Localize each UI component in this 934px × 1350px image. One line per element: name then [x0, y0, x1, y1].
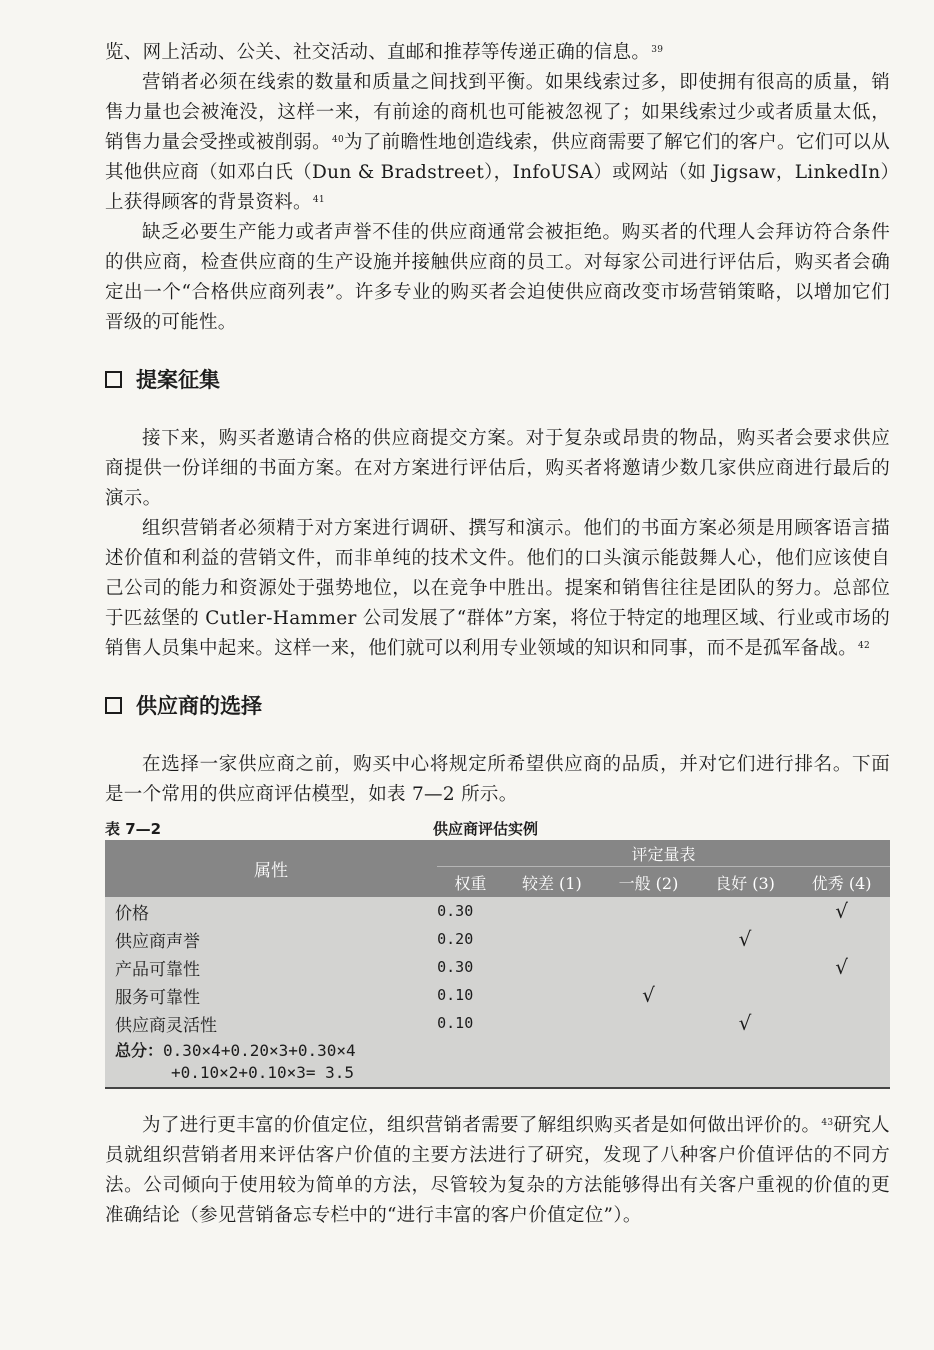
rating-poor-cell — [504, 953, 601, 981]
checkbox-square-icon — [105, 371, 122, 388]
row-weight: 0.10 — [437, 1014, 474, 1032]
table-row — [105, 1009, 890, 1037]
check-mark-icon: √ — [642, 983, 655, 1007]
rating-excellent-cell — [793, 925, 890, 953]
rating-good-cell — [697, 981, 794, 1009]
paragraph-selection-intro: 在选择一家供应商之前，购买中心将规定所希望供应商的品质，并对它们进行排名。下面是一个常用的供应商评估模型，如表 7—2 所示。 — [105, 754, 890, 805]
rating-good-cell — [697, 1009, 794, 1037]
section-heading-proposal: 提案征集 — [105, 362, 890, 396]
rating-excellent-cell — [793, 897, 890, 925]
row-label: 服务可靠性 — [115, 987, 200, 1008]
page-content — [105, 36, 890, 1231]
table-title: 供应商评估实例 — [433, 819, 539, 838]
rating-poor-cell — [504, 1009, 601, 1037]
header-weight: 权重 — [437, 867, 503, 898]
rating-fair-cell — [600, 953, 697, 981]
section-heading-supplier-selection: 供应商的选择 — [105, 688, 890, 722]
rating-good-cell — [697, 925, 794, 953]
table-row — [105, 897, 890, 925]
rating-poor-cell — [504, 897, 601, 925]
header-good: 良好 (3) — [697, 867, 794, 898]
row-weight: 0.10 — [437, 986, 474, 1004]
checkbox-square-icon — [105, 697, 122, 714]
row-label: 产品可靠性 — [115, 959, 200, 980]
row-weight: 0.30 — [437, 902, 474, 920]
check-mark-icon: √ — [738, 1011, 752, 1035]
table-row — [105, 925, 890, 953]
row-weight: 0.20 — [437, 930, 474, 948]
header-rating-scale: 评定量表 — [437, 840, 890, 867]
paragraph-proposal-intro: 接下来，购买者邀请合格的供应商提交方案。对于复杂或昂贵的物品，购买者会要求供应商提供一份详细的书面方案。在对方案进行评估后，购买者将邀请少数几家供应商进行最后的演示。 — [105, 428, 890, 509]
rating-excellent-cell — [793, 1009, 890, 1037]
paragraph-continuation: 览、网上活动、公关、社交活动、直邮和推荐等传递正确的信息。$^{39}$ — [105, 42, 664, 63]
rating-fair-cell — [600, 897, 697, 925]
table-caption — [105, 816, 890, 840]
check-mark-icon: √ — [738, 927, 752, 951]
rating-fair-cell — [600, 1009, 697, 1037]
rating-poor-cell — [504, 925, 601, 953]
rating-good-cell — [697, 953, 794, 981]
header-poor: 较差 (1) — [504, 867, 601, 898]
table-number: 表 7—2 — [105, 819, 162, 838]
paragraph-leads-balance: 营销者必须在线索的数量和质量之间找到平衡。如果线索过多，即使拥有很高的质量，销售力量也会被淹没，这样一来，有前途的商机也可能被忽视了；如果线索过少或者质量太低，销售力量会受挫或被削弱。$^{40}$为了前瞻性地创造线索，供应商需要了解它们的客户。它们可以从其他供应商（如邓白氏（Dun & Bradstreet），InfoUSA）或网站（如 Jigsaw，LinkedIn）上获得顾客的背景资料。$^{41}$ — [105, 72, 890, 213]
rating-fair-cell — [600, 925, 697, 953]
row-label: 价格 — [115, 903, 149, 924]
rating-good-cell — [697, 897, 794, 925]
header-excellent: 优秀 (4) — [793, 867, 890, 898]
paragraph-value-assessment: 为了进行更丰富的价值定位，组织营销者需要了解组织购买者是如何做出评价的。$^{43}$研究人员就组织营销者用来评估客户价值的主要方法进行了研究，发现了八种客户价值评估的不同方法。公司倾向于使用较为简单的方法，尽管较为复杂的方法能够得出有关客户重视的价值的更准确结论（参见营销备忘专栏中的“进行丰富的客户价值定位”）。 — [105, 1115, 890, 1226]
table-row — [105, 953, 890, 981]
rating-excellent-cell — [793, 981, 890, 1009]
table-total-row — [105, 1037, 890, 1088]
check-mark-icon: √ — [835, 899, 849, 923]
rating-poor-cell — [504, 981, 601, 1009]
row-label: 供应商灵活性 — [115, 1015, 217, 1036]
row-label: 供应商声誉 — [115, 931, 200, 952]
check-mark-icon: √ — [835, 955, 849, 979]
paragraph-proposal-skills: 组织营销者必须精于对方案进行调研、撰写和演示。他们的书面方案必须是用顾客语言描述价值和利益的营销文件，而非单纯的技术文件。他们的口头演示能鼓舞人心，他们应该使自己公司的能力和资源处于强势地位，以在竞争中胜出。提案和销售往往是团队的努力。总部位于匹兹堡的 Cutler-Hammer 公司发展了“群体”方案，将位于特定的地理区域、行业或市场的销售人员集中起来。这样一来，他们就可以利用专业领域的知识和同事，而不是孤军备战。$^{42}$ — [105, 518, 890, 659]
total-score: 总分：0.30×4+0.20×3+0.30×4 +0.10×2+0.10×3= 3.5 — [115, 1041, 356, 1082]
header-attribute: 属性 — [105, 840, 437, 897]
row-weight: 0.30 — [437, 958, 474, 976]
rating-fair-cell — [600, 981, 697, 1009]
table-row — [105, 981, 890, 1009]
paragraph-supplier-rejection: 缺乏必要生产能力或者声誉不佳的供应商通常会被拒绝。购买者的代理人会拜访符合条件的供应商，检查供应商的生产设施并接触供应商的员工。对每家公司进行评估后，购买者会确定出一个“合格供应商列表”。许多专业的购买者会迫使供应商改变市场营销策略，以增加它们晋级的可能性。 — [105, 222, 890, 333]
supplier-evaluation-table — [105, 840, 890, 1089]
header-fair: 一般 (2) — [600, 867, 697, 898]
rating-excellent-cell — [793, 953, 890, 981]
